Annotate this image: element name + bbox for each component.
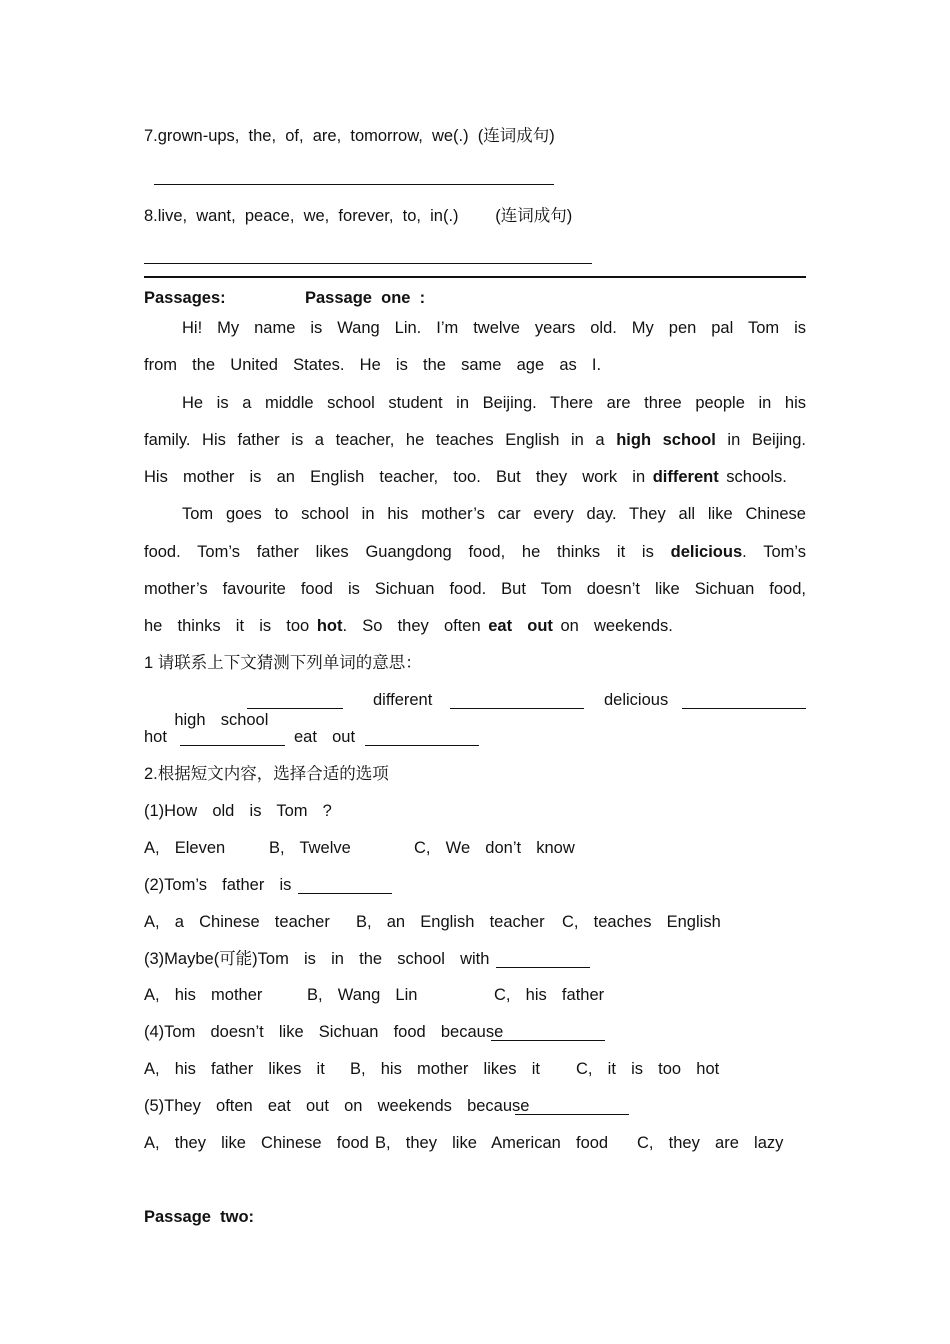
blank-eat-out[interactable] [365, 745, 479, 746]
q2-option-a[interactable]: A, a Chinese teacher [144, 913, 330, 931]
q3-option-b[interactable]: B, Wang Lin [307, 986, 418, 1004]
para3-line2 [144, 542, 806, 562]
blank-hot[interactable] [180, 745, 285, 746]
para2-line3 [144, 467, 787, 487]
para3-line2-text: food. Tom’s father likes Guangdong food, he thinks it is [144, 543, 671, 561]
word-delicious: delicious [604, 691, 669, 709]
blank-q4[interactable] [491, 1040, 605, 1041]
passage-one-label: Passage one : [305, 289, 426, 307]
q3-option-c[interactable]: C, his father [494, 986, 605, 1004]
q4-option-a[interactable]: A, his father likes it [144, 1060, 325, 1078]
task1-title: 1 请联系上下文猜测下列单词的意思： [144, 654, 422, 672]
word-high-school: high school [174, 711, 269, 729]
para2-line1: He is a middle school student in Beijing. There are three people in his [182, 394, 806, 412]
blank-q3[interactable] [496, 967, 590, 968]
keyword-high-school: high school [616, 431, 716, 449]
para3-line2-tail: . Tom’s [742, 543, 806, 561]
section-divider [144, 276, 806, 278]
para3-line4-text: he thinks it is too [144, 617, 317, 635]
q2-option-c[interactable]: C, teaches English [562, 913, 721, 931]
q1-option-b[interactable]: B, Twelve [269, 839, 351, 857]
q5-option-c[interactable]: C, they are lazy [637, 1134, 784, 1152]
passage-two-label: Passage two: [144, 1208, 255, 1226]
blank-high-school[interactable] [247, 708, 343, 709]
word-hot: hot [144, 728, 167, 746]
para2-line3-tail: schools. [718, 468, 787, 486]
q5-option-a[interactable]: A, they like Chinese food [144, 1134, 369, 1152]
question-1: (1)How old is Tom ? [144, 802, 332, 820]
question-2: (2)Tom’s father is [144, 876, 299, 894]
keyword-different: different [652, 468, 719, 486]
para3-line4-tail: on weekends. [552, 617, 673, 635]
q1-option-a[interactable]: A, Eleven [144, 839, 226, 857]
q2-option-b[interactable]: B, an English teacher [356, 913, 545, 931]
q4-option-b[interactable]: B, his mother likes it [350, 1060, 540, 1078]
para1-line2: from the United States. He is the same age as I. [144, 356, 602, 374]
word-different: different [373, 691, 433, 709]
blank-q2[interactable] [298, 893, 392, 894]
question-5: (5)They often eat out on weekends because [144, 1097, 530, 1115]
para3-line1: Tom goes to school in his mother’s car every day. They all like Chinese [182, 505, 806, 523]
word-eat-out: eat out [294, 728, 356, 746]
task2-title: 2.根据短文内容，选择合适的选项 [144, 765, 389, 783]
para2-line2-text: family. His father is a teacher, he teaches English in a [144, 431, 617, 449]
keyword-delicious: delicious [670, 543, 743, 561]
question-7: 7.grown-ups, the, of, are, tomorrow, we(.) (连词成句) [144, 127, 555, 145]
question-8: 8.live, want, peace, we, forever, to, in(.) (连词成句) [144, 207, 573, 225]
answer-line-7 [154, 184, 554, 185]
question-3: (3)Maybe(可能)Tom is in the school with [144, 950, 498, 968]
para1-line1: Hi! My name is Wang Lin. I’m twelve years old. My pen pal Tom is [182, 319, 806, 337]
para2-line2-tail: in Beijing. [727, 431, 806, 449]
para3-line4-mid: . So they often [342, 617, 489, 635]
answer-line-8 [144, 263, 592, 264]
q1-option-c[interactable]: C, We don’t know [414, 839, 575, 857]
para3-line4 [144, 616, 673, 636]
para3-line3: mother’s favourite food is Sichuan food. But Tom doesn’t like Sichuan food, [144, 580, 806, 598]
blank-delicious[interactable] [682, 708, 806, 709]
keyword-eat-out: eat out [488, 617, 553, 635]
passages-label: Passages: [144, 289, 226, 307]
blank-q5[interactable] [515, 1114, 629, 1115]
q3-option-a[interactable]: A, his mother [144, 986, 263, 1004]
para2-line3-text: His mother is an English teacher, too. But they work in [144, 468, 653, 486]
q4-option-c[interactable]: C, it is too hot [576, 1060, 720, 1078]
keyword-hot: hot [316, 617, 343, 635]
question-4: (4)Tom doesn’t like Sichuan food because [144, 1023, 504, 1041]
para2-line2 [144, 430, 806, 450]
q5-option-b[interactable]: B, they like American food [375, 1134, 609, 1152]
blank-different[interactable] [450, 708, 584, 709]
